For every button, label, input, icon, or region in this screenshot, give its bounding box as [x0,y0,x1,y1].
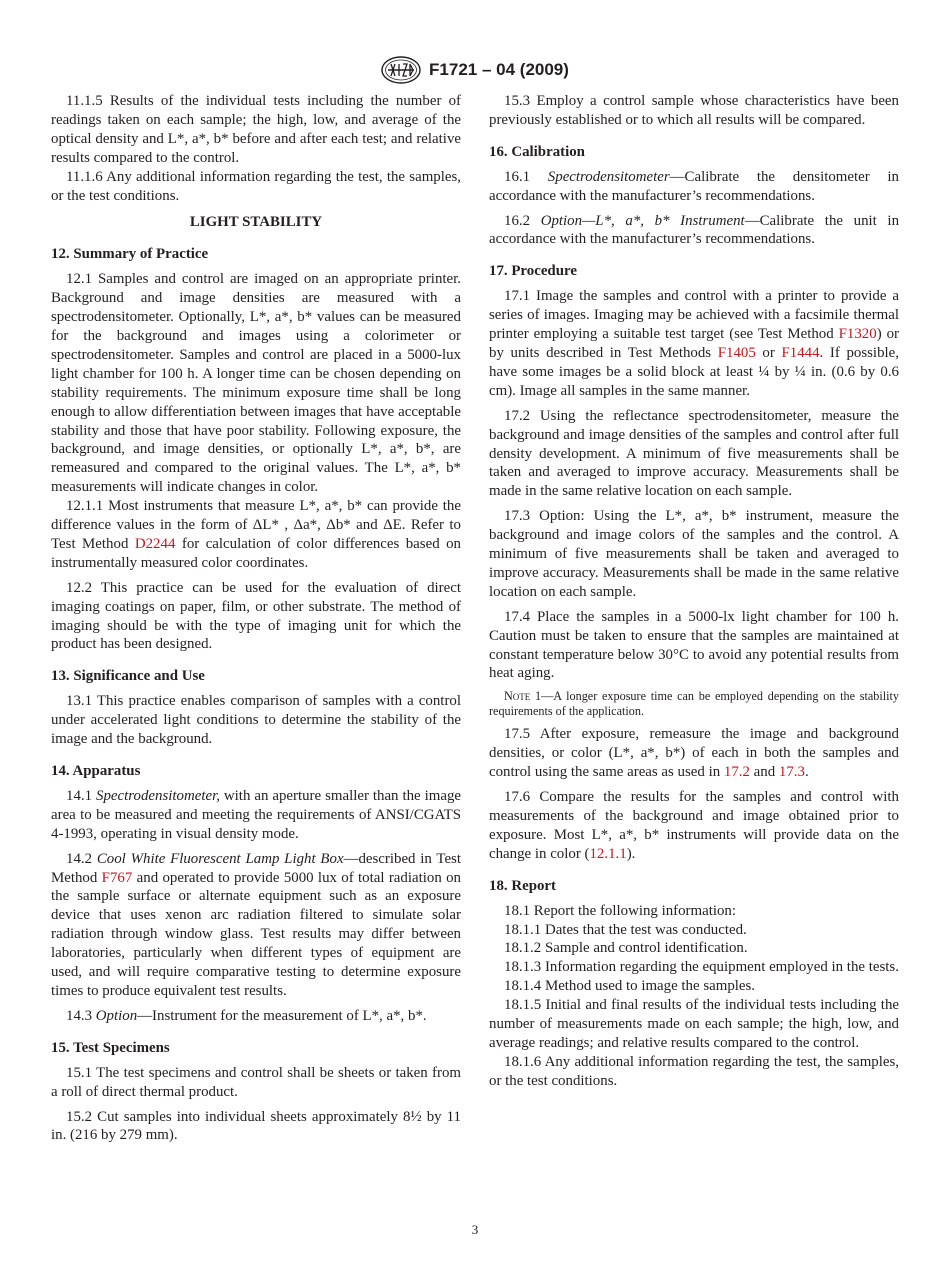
para-12-1-1: 12.1.1 Most instruments that measure L*, a*, b* can provide the difference values in the form of ΔL* , Δa*, Δb* and ΔE. Refer to Test Method D2244 for calculation of color differences based on instrumentally measured color coordinates. [51,498,461,571]
document-id: F1721 – 04 (2009) [429,60,569,79]
para-18-1-5: 18.1.5 Initial and final results of the individual tests including the number of measurements made on each sample; the high, low, and average readings; and relative results compared to the control. [489,997,899,1051]
para-13-1: 13.1 This practice enables comparison of samples with a control under accelerated light conditions to determine the stability of the image and the background. [51,693,461,748]
para-14-3: 14.3 Option—Instrument for the measurement of L*, a*, b*. [66,1007,427,1024]
para-17-2: 17.2 Using the reflectance spectrodensitometer, measure the background and image densities of the samples and control after full density development. A minimum of five measurements shall be taken and averaged to improve accuracy. Measurements shall be made in the same relative location on each sample. [489,407,899,500]
section-heading-light-stability: LIGHT STABILITY [189,214,323,231]
para-17-3: 17.3 Option: Using the L*, a*, b* instrument, measure the background and image colors of the samples and the control. A minimum of five measurements shall be taken and averaged to improve accuracy. Measurements shall be made in the same relative location on each sample. [489,508,899,600]
link-f1444[interactable]: F1444 [781,344,820,361]
heading-17-procedure: 17. Procedure [489,263,577,280]
para-17-4: 17.4 Place the samples in a 5000-lx light chamber for 100 h. Caution must be taken to ensure that the samples are maintained at constant temperature below 30°C to avoid any potential results from heat aging. [489,608,899,682]
para-18-1: 18.1 Report the following information: [504,902,737,919]
para-11-1-6: 11.1.6 Any additional information regarding the test, the samples, or the test conditions. [51,168,461,204]
heading-12-summary-of-practice: 12. Summary of Practice [51,246,209,263]
note-label: Note [504,689,531,704]
heading-18-report: 18. Report [489,877,556,894]
para-17-1: 17.1 Image the samples and control with a printer to provide a series of images. Imaging may be achieved with a facsimile thermal printer employing a suitable test target (see Test Method F1320) or by units described in Test Methods F1405 or F1444. If possible, have some images be a solid block at least ¼ by ¼ in. (0.6 by 0.6 cm). Image all samples in the same manner. [489,288,899,399]
heading-15-test-specimens: 15. Test Specimens [51,1039,170,1056]
para-16-1: 16.1 Spectrodensitometer—Calibrate the densitometer in accordance with the manufacturer’s recommendations. [489,168,899,204]
link-17-2[interactable]: 17.2 [723,764,750,781]
page-number: 3 [471,1222,479,1237]
heading-14-apparatus: 14. Apparatus [51,763,141,779]
link-17-3[interactable]: 17.3 [778,764,805,781]
astm-logo [381,56,421,84]
para-18-1-1: 18.1.1 Dates that the test was conducted. [504,921,747,938]
para-12-2: 12.2 This practice can be used for the evaluation of direct imaging coatings on paper, film, or other substrate. The method of imaging should be with the type of imaging unit for which the product has been designed. [51,579,461,653]
heading-16-calibration: 16. Calibration [489,143,585,160]
para-12-1: 12.1 Samples and control are imaged on an appropriate printer. Background and image densities are measured with a spectrodensitometer. Optionally, L*, a*, b* values can be measured for the background and images using a colorimeter or spectrodensitometer. Samples and control are placed in a 5000-lux light chamber for 100 h. A longer time can be chosen depending on stability requirements. The minimum exposure time shall be long enough to allow differentiation between images that have acceptable stability and those that have poor stability. Following exposure, the background, and image densities, or optionally L*, a*, b*, are remeasured and compared to the original values. The L*, a*, b* measurements will indicate changes in color. [51,271,461,496]
para-15-2: 15.2 Cut samples into individual sheets approximately 8½ by 11 in. (216 by 279 mm). [51,1108,461,1144]
link-d2244[interactable]: D2244 [134,535,176,552]
para-18-1-2: 18.1.2 Sample and control identification. [504,940,748,957]
left-column [51,92,461,1151]
para-18-1-4: 18.1.4 Method used to image the samples. [504,978,756,995]
para-17-6: 17.6 Compare the results for the samples and control with measurements of the background and image obtained prior to exposure. Most L*, a*, b* instruments will provide data on the change in color (12.1.1). [489,789,899,862]
link-12-1-1[interactable]: 12.1.1 [589,845,627,862]
para-15-3: 15.3 Employ a control sample whose characteristics have been previously established or to which all results will be compared. [489,93,899,128]
link-f1320[interactable]: F1320 [838,326,877,343]
right-column [489,92,899,1091]
para-18-1-6: 18.1.6 Any additional information regarding the test, the samples, or the test conditions. [489,1053,899,1089]
para-18-1-3: 18.1.3 Information regarding the equipment employed in the tests. [504,959,899,976]
para-11-1-5: 11.1.5 Results of the individual tests including the number of readings taken on each sample; the high, low, and average of the optical density and L*, a*, b* before and after each test; and relative results compared to the control. [51,93,461,166]
page-header [0,56,950,84]
para-16-2: 16.2 Option—L*, a*, b* Instrument—Calibrate the unit in accordance with the manufacturer’s recommendations. [489,212,900,248]
heading-13-significance-and-use: 13. Significance and Use [51,668,205,685]
note-1: Note 1—A longer exposure time can be employed depending on the stability requirements of the application. [489,689,899,719]
para-17-5: 17.5 After exposure, remeasure the image and background densities, or color (L*, a*, b*) of each in both the samples and control using the same areas as used in 17.2 and 17.3. [489,726,899,781]
link-f767[interactable]: F767 [101,869,133,886]
para-14-2: 14.2 Cool White Fluorescent Lamp Light Box—described in Test Method F767 and operated to provide 5000 lux of total radiation on the sample surface or alternate equipment such as an exposure device that uses xenon arc radiation filtered to simulate solar radiation through window glass. Test results may differ between laboratories, particularly when different types of equipment are used, and will require comparative testing to determine exposure times to produce equivalent test results. [51,850,461,999]
link-f1405[interactable]: F1405 [717,344,756,361]
para-15-1: 15.1 The test specimens and control shall be sheets or taken from a roll of direct thermal product. [51,1064,461,1100]
para-14-1: 14.1 Spectrodensitometer, with an aperture smaller than the image area to be measured and meeting the requirements of ANSI/CGATS 4-1993, operating in visual density mode. [51,787,461,842]
